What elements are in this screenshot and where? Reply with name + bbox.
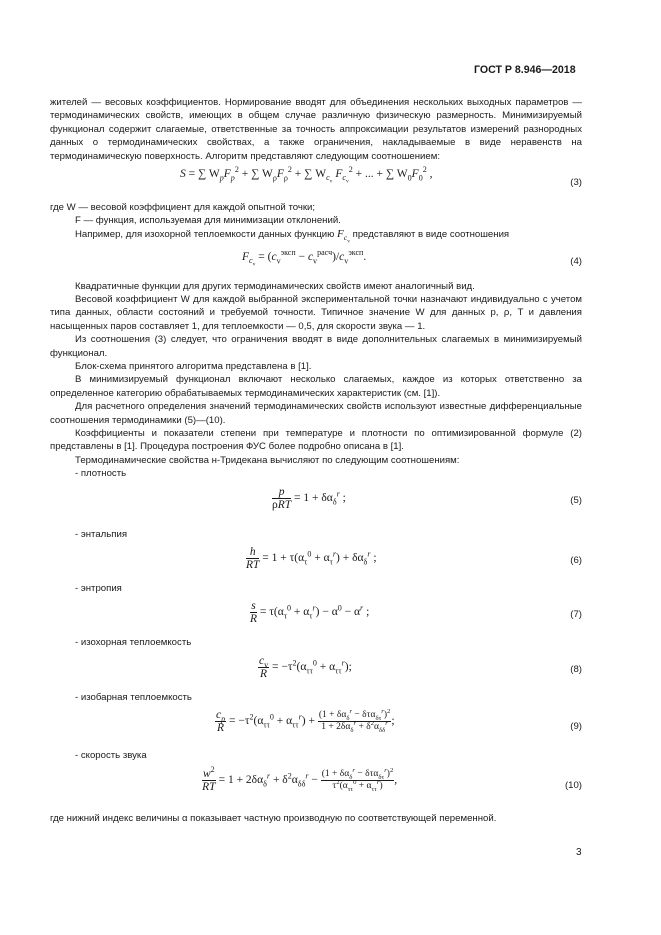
paragraph: Блок-схема принятого алгоритма представлена в [1]. — [75, 361, 312, 372]
formula: $F_{c_v} = (c_v^{эксп} - c_v^{расч})/c_v^{эксп}$. — [242, 247, 367, 268]
formula-6 — [50, 546, 582, 574]
paragraph: жителей — весовых коэффициентов. Нормирование вводят для объединения нескольких выходных параметров — термодинамических свойств, имеющих в общем случае различную физическую размерность. Минимизируемый функционал содержит слагаемые, ответственные за точность аппроксимации результатов измерений разнородных данных о термодинамических свойствах, а также ограничения, накладываемые в виде неравенств на термодинамическую поверхность. Алгоритм представляют следующим соотношением: — [50, 97, 582, 162]
example-text: представляют в виде соотношения — [352, 228, 510, 240]
formula-3 — [50, 165, 582, 196]
paragraph: Коэффициенты и показатели степени при температуре и плотности по оптимизированной формуле (2) представлены в [1]. Процедура построения ФУС более подробно описана в [1]. — [50, 428, 582, 453]
list-item-label: - скорость звука — [75, 750, 147, 762]
list-item-label: - энтальпия — [75, 528, 128, 540]
formula: $\frac{s}{R}$ = $\tau(\alpha_\tau^0 + \alpha_\tau^r) - \alpha^0 - \alpha^r$ ; — [250, 600, 370, 626]
list-item-label: - изобарная теплоемкость — [75, 691, 192, 703]
formula: $F_{c_v}$ — [337, 227, 350, 245]
list-item-label: - изохорная теплоемкость — [75, 637, 192, 649]
equation-number: (3) — [570, 177, 582, 189]
formula: $\frac{w^2}{RT}$ = $1 + 2\delta\alpha_\delta^r + \delta^2\alpha_{\delta\delta}^r$ − $\frac{(1 + \delta\alpha_\delta^r - \delta\tau\alpha_{\delta\tau}^r)^2}{\tau^2(\alpha_{\tau\tau}^0 + \alpha_{\tau\tau}^r)}$ , — [202, 764, 398, 793]
paragraph: Из соотношения (3) следует, что ограничения вводят в виде дополнительных слагаемых в минимизируемый функционал. — [50, 334, 582, 359]
page-number: 3 — [576, 847, 582, 858]
formula-7 — [50, 600, 582, 628]
paragraph: Квадратичные функции для других термодинамических свойств имеют аналогичный вид. — [75, 280, 475, 292]
formula-10 — [50, 764, 582, 802]
paragraph: В минимизируемый функционал включают несколько слагаемых, каждое из которых ответственно за определенное категорию обрабатываемых термодинамических характеристик (см. [1]). — [50, 374, 582, 399]
paragraph: Термодинамические свойства н-Тридекана вычисляют по следующим соотношениям: — [75, 454, 460, 466]
paragraph: Для расчетного определения значений термодинамических свойств используют известные дифференциальные соотношения термодинамики (5)—(10). — [50, 401, 582, 426]
formula: $\frac{c_p}{R}$ = $-\tau^2(\alpha_{\tau\tau}^0 + \alpha_{\tau\tau}^r)$ + $\frac{(1 + \delta\alpha_\delta^r - \delta\tau\alpha_{\delta\tau}^r)^2}{1 + 2\delta\alpha_\delta^r + \delta^2\alpha_{\delta\delta}^r}$ ; — [216, 708, 395, 735]
list-item-label: - плотность — [75, 468, 127, 480]
example-text: Например, для изохорной теплоемкости данных функцию — [75, 228, 335, 240]
equation-number: (10) — [564, 779, 582, 791]
equation-number: (8) — [570, 663, 582, 675]
paragraph: где W — весовой коэффициент для каждой опытной точки; — [50, 202, 316, 214]
document-body — [50, 96, 582, 825]
equation-number: (6) — [570, 555, 582, 567]
paragraph — [50, 227, 582, 245]
formula: $\frac{c_v}{R}$ = $-\tau^2(\alpha_{\tau\tau}^0 + \alpha_{\tau\tau}^r)$; — [259, 654, 352, 680]
list-item-label: - энтропия — [75, 583, 122, 595]
equation-number: (4) — [570, 255, 582, 267]
standard-header: ГОСТ Р 8.946—2018 — [474, 64, 576, 76]
formula-5 — [50, 486, 582, 514]
formula-4 — [50, 247, 582, 275]
paragraph: Весовой коэффициент W для каждой выбранной экспериментальной точки назначают индивидуально с учетом типа данных, области состояний и требуемой точности. Типичное значение W для данных p, ρ, T и давления насыщенных паров составляет 1, для теплоемкости — 0,5, для скорости звука — 1. — [50, 293, 582, 332]
formula: S = ∑ $W_pF_p^2$ + ∑ $W_\rho F_\rho^2$ + ∑ $W_{c_v}$ $F_{c_v}^2$ + ... + ∑ $W_0F_0^2$ , — [180, 165, 433, 185]
paragraph: где нижний индекс величины α показывает частную производную по соответствующей переменной. — [50, 812, 497, 824]
formula-8 — [50, 655, 582, 683]
formula-9 — [50, 709, 582, 743]
formula: $\frac{p}{\text{ρRT}}$ = $1 + \delta\alpha_\delta^r$ ; — [272, 485, 346, 511]
equation-number: (7) — [570, 609, 582, 621]
equation-number: (9) — [570, 721, 582, 733]
paragraph: F — функция, используемая для минимизации отклонений. — [75, 215, 341, 227]
equation-number: (5) — [570, 494, 582, 506]
formula: $\frac{h}{RT}$ = $1 + \tau(\alpha_\tau^0 + \alpha_\tau^r) + \delta\alpha_\delta^r$ ; — [246, 546, 377, 572]
